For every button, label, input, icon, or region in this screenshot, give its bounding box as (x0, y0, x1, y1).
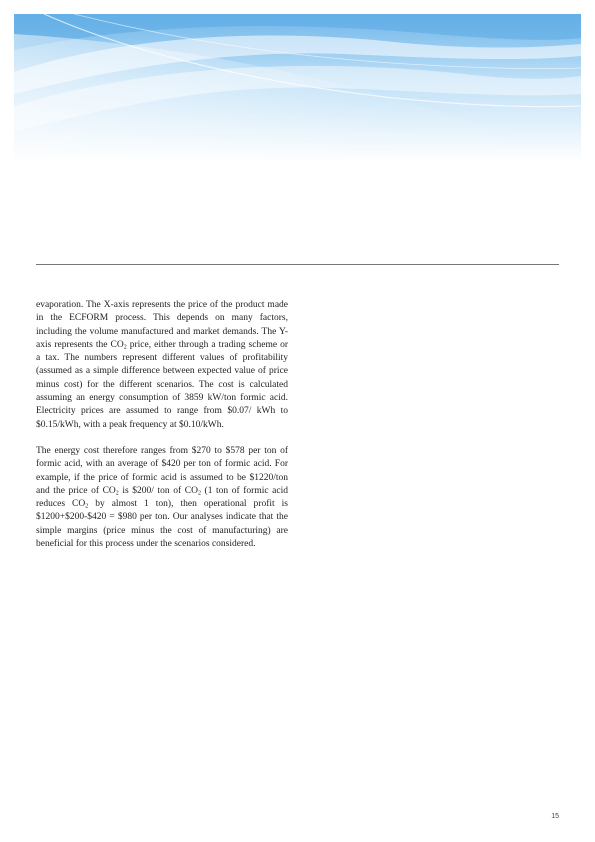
body-text-column (36, 299, 288, 564)
paragraph: The energy cost therefore ranges from $270 to $578 per ton of formic acid, with an average of $420 per ton of formic acid. For example, if the price of formic acid is assumed to be $1220/ton and the price of $CO_2$ is $200/ ton of $CO_2$ (1 ton of formic acid reduces $CO_2$ by almost 1 ton), then operational profit is $1200+$200-$420 = $980 per ton. Our analyses indicate that the simple margins (price minus the cost of manufacturing) are beneficial for this process under the scenarios considered. (36, 445, 288, 550)
subscript: 2 (85, 503, 89, 510)
subscript: 2 (115, 490, 119, 497)
subscript: 2 (197, 490, 201, 497)
section-divider (36, 264, 559, 265)
paragraph: evaporation. The X-axis represents the price of the product made in the ECFORM process. This depends on many factors, including the volume manufactured and market demands. The Y-axis represents the $CO_2$ price, either through a trading scheme or a tax. The numbers represent different values of profitability (assumed as a simple difference between expected value of price minus cost) for the different scenarios. The cost is calculated assuming an energy consumption of 3859 kW/ton formic acid. Electricity prices are assumed to range from $0.07/ kWh to $0.15/kWh, with a peak frequency at $0.10/kWh. (36, 300, 288, 430)
header-banner (14, 14, 581, 162)
subscript: 2 (123, 344, 127, 351)
page-number: 15 (551, 813, 559, 820)
decorative-wave-graphic (14, 14, 581, 162)
